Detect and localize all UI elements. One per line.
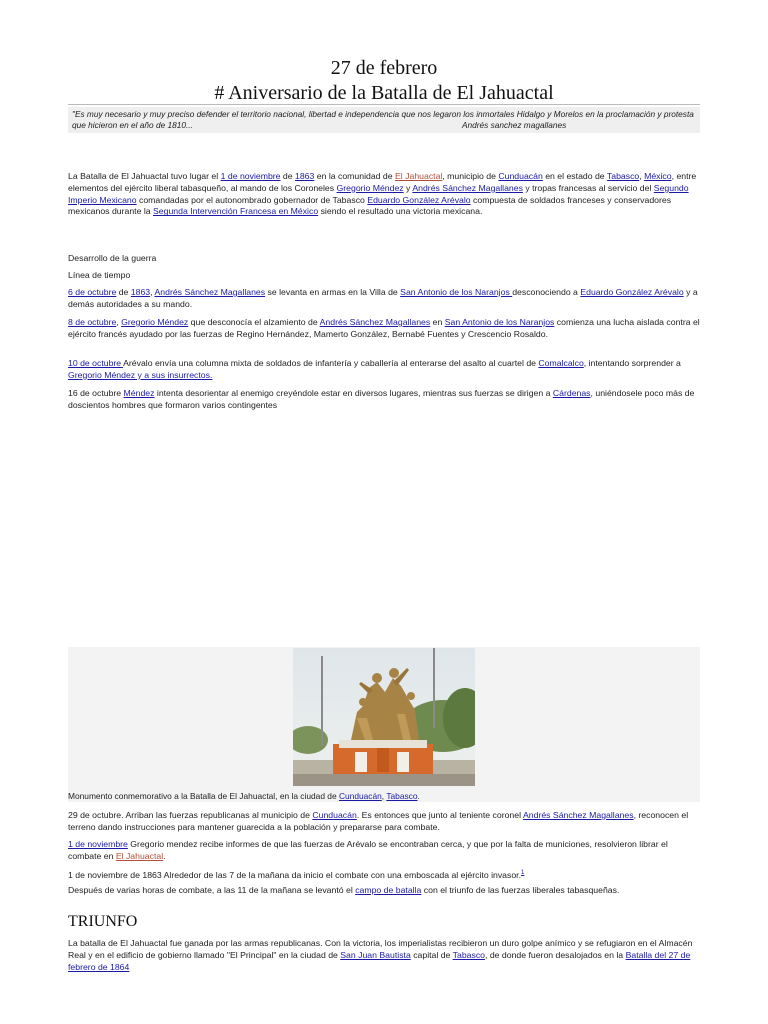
link-segunda-intervencion[interactable]: Segunda Intervención Francesa en México bbox=[153, 206, 319, 217]
intro-text: , entre elementos del ejército liberal tabasqueño, al mando de los Coroneles bbox=[68, 171, 697, 193]
link-date[interactable]: 8 de octubre bbox=[68, 317, 117, 327]
paragraph-text: 29 de octubre. Arriban las fuerzas republicanas al municipio de bbox=[68, 810, 313, 820]
paragraph-text: , de donde fueron desalojados en la bbox=[485, 949, 626, 960]
link-gregorio-mendez-insurrectos[interactable]: Gregorio Méndez y a sus insurrectos. bbox=[68, 369, 213, 380]
intro-text: , municipio de bbox=[442, 171, 499, 181]
link-cunduacan[interactable]: Cunduacán bbox=[312, 810, 357, 820]
link-tabasco[interactable]: Tabasco bbox=[452, 949, 485, 960]
intro-paragraph bbox=[68, 171, 700, 218]
entry-text: intenta desorientar al enemigo creyéndole estar en diversos lugares, mientras sus fuerzas se dirigen a bbox=[154, 388, 553, 398]
footnote-link[interactable]: 1 bbox=[521, 870, 525, 876]
epigraph-quote bbox=[68, 107, 700, 133]
link-gregorio-mendez[interactable]: Gregorio Méndez bbox=[336, 182, 404, 193]
monument-illustration bbox=[293, 648, 475, 786]
intro-text: de bbox=[280, 171, 296, 181]
timeline-entry bbox=[68, 358, 700, 382]
title-divider bbox=[68, 104, 700, 105]
entry-text: , intentando sorprender a bbox=[583, 358, 681, 368]
section-heading-desarrollo: Desarrollo de la guerra bbox=[68, 253, 157, 263]
link-campo-de-batalla[interactable]: campo de batalla bbox=[355, 885, 422, 895]
link-andres-sanchez[interactable]: Andrés Sánchez Magallanes bbox=[319, 317, 431, 327]
section-heading-timeline: Línea de tiempo bbox=[68, 270, 131, 280]
link-andres-sanchez[interactable]: Andrés Sánchez Magallanes bbox=[154, 287, 266, 297]
paragraph-text: capital de bbox=[410, 949, 453, 960]
entry-text: comienza una lucha aislada contra el ejército francés ayudado por las fuerzas de Regino Hernández, Mamerto González, Bernabé Fuentes y Crescencio Rosaldo. bbox=[68, 317, 700, 339]
link-date[interactable]: 6 de octubre bbox=[68, 287, 117, 297]
link-batalla-27-febrero[interactable]: Batalla del 27 de febrero de 1864 bbox=[68, 949, 691, 972]
intro-text: , bbox=[639, 171, 645, 181]
entry-text: se levanta en armas en la Villa de bbox=[265, 287, 401, 297]
link-andres-sanchez[interactable]: Andrés Sánchez Magallanes bbox=[522, 810, 634, 820]
intro-text: en la comunidad de bbox=[314, 171, 396, 181]
link-cardenas[interactable]: Cárdenas bbox=[552, 388, 591, 398]
entry-text: , bbox=[150, 287, 155, 297]
paragraph-text: La batalla de El Jahuactal fue ganada por las armas republicanas. Con la victoria, los imperialistas recibieron un duro golpe anímico y se refugiaron en el Almacén Real y en el edificio de gobierno llamado "El Principal" en la ciudad de bbox=[68, 938, 693, 960]
paragraph-29-octubre bbox=[68, 810, 700, 834]
link-segundo-imperio[interactable]: Segundo Imperio Mexicano bbox=[68, 182, 689, 205]
caption-text: . bbox=[417, 791, 420, 801]
quote-author: Andrés sanchez magallanes bbox=[462, 120, 567, 130]
entry-text: que desconocía el alzamiento de bbox=[188, 317, 320, 327]
link-tabasco[interactable]: Tabasco bbox=[386, 791, 418, 801]
link-san-juan-bautista[interactable]: San Juan Bautista bbox=[340, 949, 411, 960]
link-cunduacan[interactable]: Cunduacán bbox=[338, 791, 382, 801]
intro-text: comandadas por el autonombrado gobernador de Tabasco bbox=[136, 194, 368, 205]
link-mendez[interactable]: Méndez bbox=[123, 388, 155, 398]
intro-text: y tropas francesas al servicio del bbox=[522, 182, 654, 193]
caption-text: , bbox=[381, 791, 387, 801]
paragraph-triunfo bbox=[68, 938, 700, 973]
link-date[interactable]: 10 de octubre bbox=[68, 358, 124, 368]
entry-text: en bbox=[430, 317, 445, 327]
paragraph-text: con el triunfo de las fuerzas liberales tabasqueñas. bbox=[421, 885, 620, 895]
intro-text: La Batalla de El Jahuactal tuvo lugar el bbox=[68, 171, 221, 181]
link-date[interactable]: 1 de noviembre bbox=[220, 171, 281, 181]
link-mexico[interactable]: México bbox=[644, 171, 672, 181]
paragraph-text: Después de varias horas de combate, a las 11 de la mañana se levantó el bbox=[68, 885, 356, 895]
link-andres-sanchez[interactable]: Andrés Sánchez Magallanes bbox=[412, 182, 523, 193]
quote-text: "Es muy necesario y muy preciso defender el territorio nacional, libertad e independencia que nos legaron los inmortales Hidalgo y Morelos en la proclamación y protesta que hicieron en el año de 1810... bbox=[72, 109, 694, 130]
timeline-entry bbox=[68, 287, 700, 311]
timeline-entry bbox=[68, 388, 700, 412]
entry-text: desconociendo a bbox=[512, 287, 581, 297]
link-eduardo-gonzalez[interactable]: Eduardo González Arévalo bbox=[367, 194, 471, 205]
paragraph-text: , reconocen el terreno dando instrucciones para mantener guarecida a la población y prepararse para combate. bbox=[68, 810, 689, 832]
link-date[interactable]: 1 de noviembre bbox=[68, 839, 128, 849]
timeline-entry bbox=[68, 317, 700, 341]
page-title-date: 27 de febrero bbox=[330, 57, 438, 79]
paragraph-1-noviembre bbox=[68, 839, 700, 863]
link-year[interactable]: 1863 bbox=[130, 287, 151, 297]
paragraph-text: 1 de noviembre de 1863 Alrededor de las 7 de la mañana da inicio el combate con una emboscada al ejército invasor. bbox=[68, 869, 522, 880]
link-san-antonio[interactable]: San Antonio de los Naranjos bbox=[400, 287, 513, 297]
paragraph-combate bbox=[68, 868, 700, 882]
paragraph-text: Gregorio mendez recibe informes de que las fuerzas de Arévalo se encontraban cerca, y que por la falta de municiones, resolvieron librar el combate en bbox=[68, 839, 668, 861]
entry-text: , bbox=[116, 317, 122, 327]
entry-text: de bbox=[116, 287, 131, 297]
intro-text: siendo el resultado una victoria mexicana. bbox=[318, 206, 483, 217]
entry-text: , uniéndosele poco más de doscientos hombres que formaron varios contingentes bbox=[68, 388, 695, 410]
intro-text: y bbox=[403, 182, 413, 193]
entry-text: 16 de octubre bbox=[68, 388, 124, 398]
link-el-jahuactal[interactable]: El Jahuactal bbox=[115, 850, 164, 861]
section-heading-triunfo: TRIUNFO bbox=[68, 913, 138, 930]
link-el-jahuactal[interactable]: El Jahuactal bbox=[395, 171, 443, 181]
caption-text: Monumento conmemorativo a la Batalla de El Jahuactal, en la ciudad de bbox=[68, 791, 339, 801]
link-gregorio-mendez[interactable]: Gregorio Méndez bbox=[121, 317, 189, 327]
figure-caption bbox=[68, 791, 700, 802]
paragraph-text: . Es entonces que junto al teniente coronel bbox=[356, 810, 523, 820]
entry-text: y a demás autoridades a su mando. bbox=[68, 287, 698, 309]
document-page bbox=[68, 0, 700, 1024]
entry-text: Arévalo envía una columna mixta de soldados de infantería y caballería al enterarse del asalto al cuartel de bbox=[123, 358, 539, 368]
monument-photo bbox=[293, 648, 475, 786]
paragraph-campo-batalla bbox=[68, 885, 700, 897]
paragraph-text: . bbox=[163, 850, 166, 861]
link-comalcalco[interactable]: Comalcalco bbox=[538, 358, 584, 368]
page-title: # Aniversario de la Batalla de El Jahuactal bbox=[214, 82, 554, 104]
intro-text: compuesta de soldados franceses y conservadores mexicanos durante la bbox=[68, 194, 672, 217]
intro-text: en el estado de bbox=[542, 171, 607, 181]
link-tabasco[interactable]: Tabasco bbox=[606, 171, 640, 181]
link-year[interactable]: 1863 bbox=[295, 171, 315, 181]
link-cunduacan[interactable]: Cunduacán bbox=[498, 171, 543, 181]
link-eduardo-gonzalez[interactable]: Eduardo González Arévalo bbox=[580, 287, 684, 297]
link-san-antonio[interactable]: San Antonio de los Naranjos bbox=[444, 317, 555, 327]
